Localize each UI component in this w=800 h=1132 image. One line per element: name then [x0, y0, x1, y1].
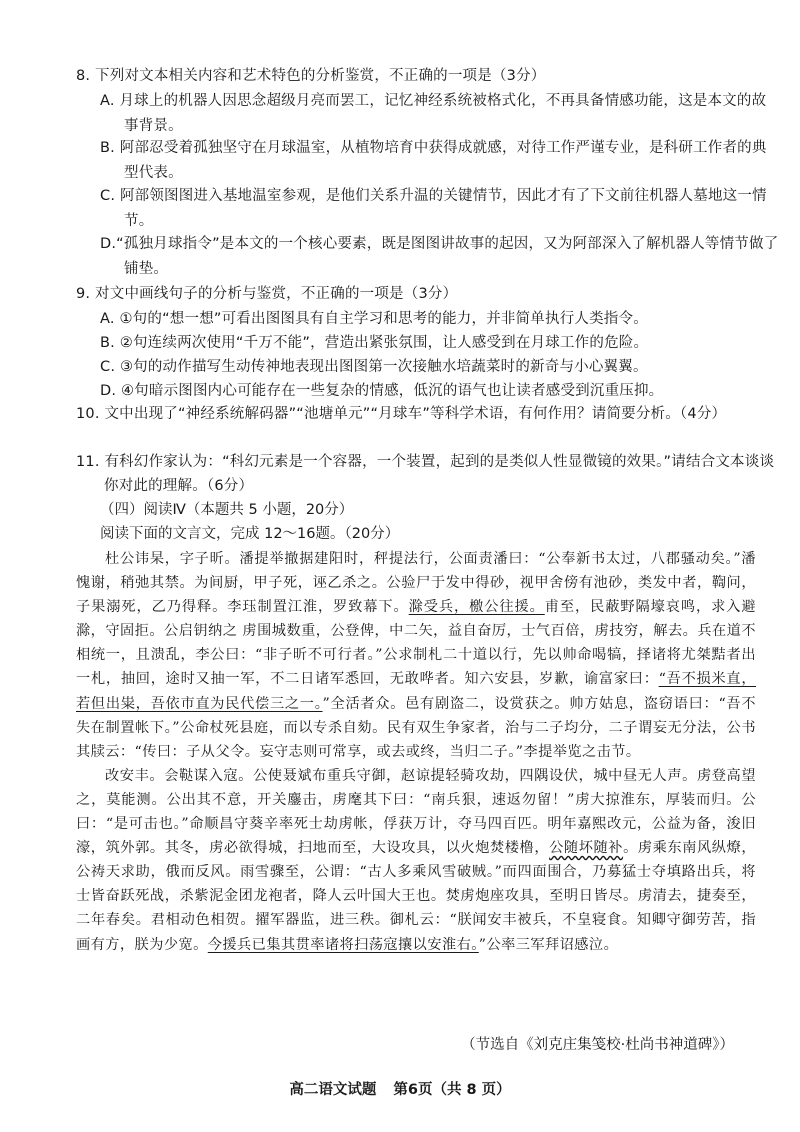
passage-source: （节选自《刘克庄集笺校·杜尚书神道碑》） — [461, 1037, 734, 1053]
question-8-option-b: B. 阿部忍受着孤独坚守在月球温室，从植物培育中获得成就感，对待工作严谨专业，是科研工作者的典型代表。 — [100, 140, 767, 181]
passage-text: 。虏乘东南风纵燎，公祷天求助，俄而反风。雨雪骤至，公谓：“古人多乘风雪破贼。”而四面围合，乃募猛士夺填路出兵，将士皆奋跃死战，杀紫泥金团龙袍者，降人云叶国大王也。焚虏炮座攻具，至明日皆尽。虏清去，捷奏至，二年春矣。君相动色相贺。擢军器监，进三秩。御札云：“朕闻安丰被兵，不皇寝食。知卿守御劳苦，指画有方，朕为少宽。 — [76, 840, 756, 953]
question-9-stem: 9. 对文中画线句子的分析与鉴赏，不正确的一项是（3分） — [76, 286, 458, 302]
underlined-sentence-1: 滁受兵，檄公往援。 — [408, 599, 545, 616]
question-9-option-d: D. ④句暗示图图内心可能存在一些复杂的情感，低沉的语气也让读者感受到沉重压抑。 — [100, 383, 664, 399]
underlined-sentence-3: 今援兵已集其贯率诸将扫荡寇攘以安淮右。 — [207, 936, 479, 953]
passage-text: 改安丰。会鞑谋入寇。公使聂斌布重兵守御，赵谅提轻骑攻劫，四隅设伏，城中昼无人声。虏登高望之，莫能测。公出其不意，开关鏖击，虏麾其下曰：“南兵狠，速返勿留！”虏大掠淮东，厚装而归。公曰：“是可击也。”命顺昌守葵辛率死士劫虏帐，俘获万计，夺马四百匹。明年嘉熙改元，公益为备，浚旧濠，筑外郭。其冬，虏必欲得城，扫地而至，大设攻具，以火炮焚楼橹， — [76, 767, 756, 857]
footer-page-number: 第6页（共 8 页） — [393, 1082, 511, 1098]
footer-title: 高二语文试题 — [289, 1082, 377, 1098]
question-8-option-a: A. 月球上的机器人因思念超级月亮而罢工，记忆神经系统被格式化，不再具备情感功能，这是本文的故事背景。 — [100, 93, 767, 134]
wavy-underlined-phrase: 公随坏随补 — [549, 840, 624, 857]
section-heading: （四）阅读Ⅳ（本题共 5 小题，20分） — [100, 502, 354, 518]
question-9-option-b: B. ②句连续两次使用“千万不能”，营造出紧张氛围，让人感受到在月球工作的危险。 — [100, 335, 649, 351]
passage-text: 甫至，民蔽野隔壕哀鸣，求入避滁，守固拒。公启钥纳之 虏围城数重，公登俾，中二矢，益自奋厉，士气百倍，虏技穷，解去。兵在道不相统一，且溃乱，李公曰：“非子昕不可行者。”公求制札二十道以行，先以帅命喝犒，择诸将尤桀黠者出一札，抽回，途时又抽一军，不二日诸军悉回，无敢哗者。知六安县，岁歉，谕富家曰： — [76, 599, 756, 688]
question-8-stem: 8. 下列对文本相关内容和艺术特色的分析鉴赏，不正确的一项是（3分） — [76, 68, 546, 84]
page-footer — [0, 1078, 800, 1099]
question-10: 10. 文中出现了“神经系统解码器”“池塘单元”“月球车”等科学术语，有何作用？请简要分析。（4分） — [76, 406, 727, 422]
question-8-option-c: C. 阿部领图图进入基地温室参观，是他们关系升温的关键情节，因此才有了下文前往机器人墓地这一情节。 — [100, 188, 767, 229]
question-8-option-d: D.“孤独月球指令”是本文的一个核心要素，既是图图讲故事的起因，又为阿部深入了解机器人等情节做了铺垫。 — [100, 236, 779, 277]
section-instruction: 阅读下面的文言文，完成 12～16题。（20分） — [100, 526, 400, 542]
question-11: 11. 有科幻作家认为：“科幻元素是一个容器，一个装置，起到的是类似人性显微镜的效果。”请结合文本谈谈你对此的理解。（6分） — [76, 454, 775, 494]
classical-passage — [76, 547, 756, 957]
question-9-option-c: C. ③句的动作描写生动传神地表现出图图第一次接触水培蔬菜时的新奇与小心翼翼。 — [100, 359, 648, 375]
passage-text: ”全活者众。邑有剧盗二，设赏获之。帅方姑息，盗窃语曰：“吾不失在制置帐下。”公命杖死县庭，而以专杀自劾。民有双生争家者，治与二子均分，二子谓妄无分法，公书其牍云：“传曰：子从父令。妄守志则可常享，或去或终，当归二子。”李提举览之击节。 — [76, 695, 756, 760]
passage-text: ”公率三军拜诏感泣。 — [478, 936, 619, 953]
passage-text: 杜公讳杲，字子昕。潘提举撤据建阳时，秤提法行，公面责潘曰：“公奉新书太过，八郡骚动矣。”潘愧谢，稍弛其禁。为间厨，甲子死，诬乙杀之。公验尸于发中得砂，视甲舍傍有池砂，类发中者，鞫问，子果溺死，乙乃得释。李珏制置江淮，罗致幕下。 — [76, 551, 756, 616]
question-9-option-a: A. ①句的“想一想”可看出图图具有自主学习和思考的能力，并非简单执行人类指令。 — [100, 311, 648, 327]
passage-paragraph-1 — [76, 547, 756, 764]
underlined-sentence-2: “吾不损米直，若但出粜，吾依市直为民代偿三之一。 — [76, 671, 756, 712]
passage-paragraph-2 — [76, 764, 756, 957]
